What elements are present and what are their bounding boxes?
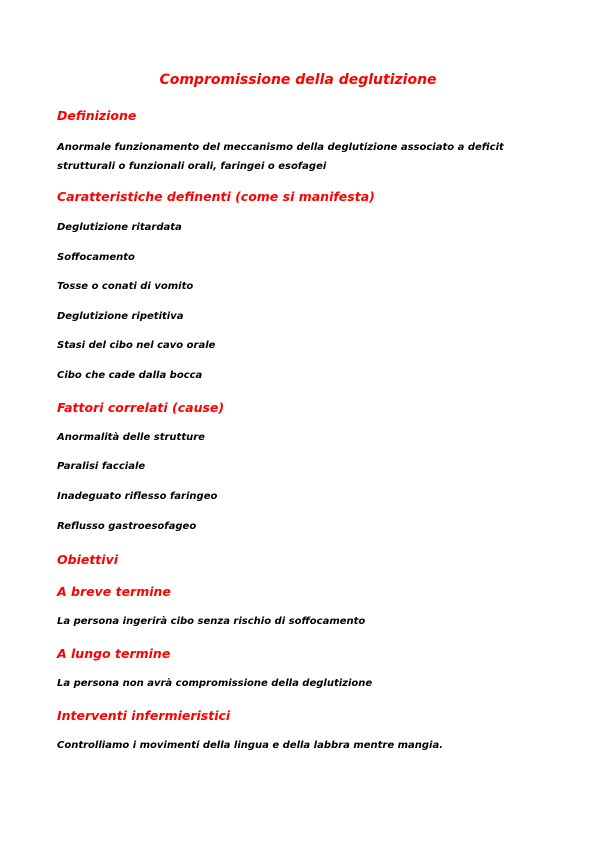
list-item: Deglutizione ripetitiva bbox=[57, 311, 184, 322]
heading-caratteristiche: Caratteristiche definenti (come si manifesta) bbox=[57, 189, 375, 204]
list-item: Reflusso gastroesofageo bbox=[57, 521, 197, 532]
heading-obiettivi: Obiettivi bbox=[57, 552, 119, 567]
list-item: Paralisi facciale bbox=[57, 461, 146, 472]
list-item: Inadeguato riflesso faringeo bbox=[57, 491, 218, 502]
lungo-termine-text: La persona non avrà compromissione della deglutizione bbox=[57, 678, 373, 689]
definizione-text-line: Anormale funzionamento del meccanismo della deglutizione associato a deficit bbox=[57, 142, 504, 153]
page-title: Compromissione della deglutizione bbox=[159, 72, 437, 88]
breve-termine-text: La persona ingerirà cibo senza rischio di soffocamento bbox=[57, 616, 366, 627]
heading-lungo-termine: A lungo termine bbox=[57, 646, 171, 661]
definizione-text bbox=[57, 138, 537, 176]
list-item: Deglutizione ritardata bbox=[57, 222, 182, 233]
heading-fattori: Fattori correlati (cause) bbox=[57, 400, 225, 415]
heading-breve-termine: A breve termine bbox=[57, 584, 171, 599]
list-item: Tosse o conati di vomito bbox=[57, 281, 194, 292]
list-item: Stasi del cibo nel cavo orale bbox=[57, 340, 216, 351]
interventi-text: Controlliamo i movimenti della lingua e della labbra mentre mangia. bbox=[57, 740, 444, 751]
heading-definizione: Definizione bbox=[57, 108, 137, 123]
list-item: Anormalità delle strutture bbox=[57, 432, 205, 443]
list-item: Soffocamento bbox=[57, 252, 135, 263]
definizione-text-line: strutturali o funzionali orali, faringei o esofagei bbox=[57, 161, 327, 172]
list-item: Cibo che cade dalla bocca bbox=[57, 370, 203, 381]
heading-interventi: Interventi infermieristici bbox=[57, 708, 231, 723]
